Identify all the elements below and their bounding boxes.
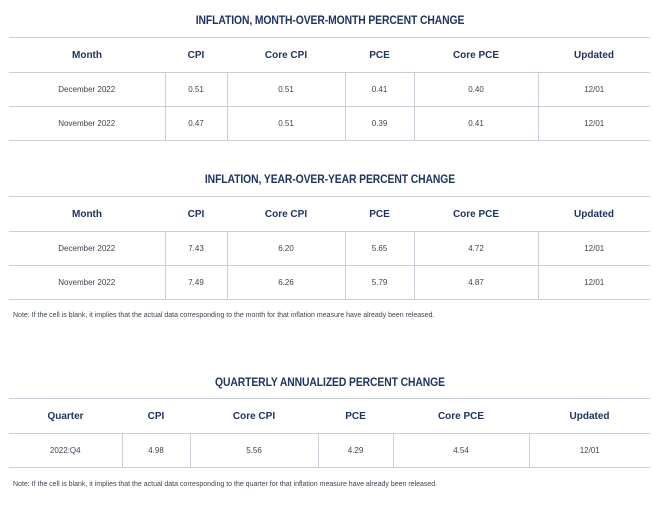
quarterly-header-row xyxy=(9,399,650,434)
cell-month: November 2022 xyxy=(9,266,165,300)
yoy-title: INFLATION, YEAR-OVER-YEAR PERCENT CHANGE xyxy=(204,174,456,186)
cell-updated: 12/01 xyxy=(538,107,650,141)
col-header-core-pce: Core PCE xyxy=(414,197,538,232)
yoy-note: Note: If the cell is blank, it implies that the actual data corresponding to the month for that inflation measure have already been released. xyxy=(13,312,435,319)
col-header-core-pce: Core PCE xyxy=(414,38,538,73)
quarterly-table xyxy=(9,398,650,468)
yoy-header-row xyxy=(9,197,650,232)
mom-table xyxy=(9,37,650,141)
cell-pce: 5.65 xyxy=(345,232,414,266)
cell-core-pce: 4.54 xyxy=(393,434,529,468)
yoy-table xyxy=(9,196,650,300)
col-header-core-pce: Core PCE xyxy=(393,399,529,434)
cell-core-cpi: 0.51 xyxy=(227,107,345,141)
table-row xyxy=(9,266,650,300)
cell-core-cpi: 0.51 xyxy=(227,73,345,107)
cell-pce: 0.41 xyxy=(345,73,414,107)
cell-core-cpi: 6.20 xyxy=(227,232,345,266)
cell-month: December 2022 xyxy=(9,73,165,107)
cell-cpi: 7.49 xyxy=(165,266,227,300)
cell-core-pce: 4.87 xyxy=(414,266,538,300)
cell-updated: 12/01 xyxy=(529,434,650,468)
quarterly-title: QUARTERLY ANNUALIZED PERCENT CHANGE xyxy=(215,377,445,389)
cell-cpi: 4.98 xyxy=(122,434,190,468)
col-header-core-cpi: Core CPI xyxy=(190,399,318,434)
cell-cpi: 0.51 xyxy=(165,73,227,107)
cell-updated: 12/01 xyxy=(538,73,650,107)
cell-updated: 12/01 xyxy=(538,266,650,300)
cell-quarter: 2022:Q4 xyxy=(9,434,122,468)
col-header-cpi: CPI xyxy=(165,197,227,232)
cell-core-pce: 4.72 xyxy=(414,232,538,266)
cell-core-pce: 0.40 xyxy=(414,73,538,107)
table-row xyxy=(9,434,650,468)
cell-updated: 12/01 xyxy=(538,232,650,266)
mom-header-row xyxy=(9,38,650,73)
col-header-month: Month xyxy=(9,38,165,73)
col-header-updated: Updated xyxy=(529,399,650,434)
col-header-pce: PCE xyxy=(345,197,414,232)
col-header-core-cpi: Core CPI xyxy=(227,38,345,73)
table-row xyxy=(9,232,650,266)
col-header-cpi: CPI xyxy=(165,38,227,73)
cell-pce: 4.29 xyxy=(318,434,393,468)
cell-core-cpi: 6.26 xyxy=(227,266,345,300)
cell-cpi: 0.47 xyxy=(165,107,227,141)
cell-month: December 2022 xyxy=(9,232,165,266)
cell-pce: 0.39 xyxy=(345,107,414,141)
col-header-pce: PCE xyxy=(345,38,414,73)
cell-month: November 2022 xyxy=(9,107,165,141)
col-header-updated: Updated xyxy=(538,38,650,73)
table-row xyxy=(9,107,650,141)
cell-core-pce: 0.41 xyxy=(414,107,538,141)
col-header-pce: PCE xyxy=(318,399,393,434)
col-header-quarter: Quarter xyxy=(9,399,122,434)
quarterly-note: Note: If the cell is blank, it implies that the actual data corresponding to the quarter for that inflation measure have already been released. xyxy=(13,481,438,488)
table-row xyxy=(9,73,650,107)
col-header-core-cpi: Core CPI xyxy=(227,197,345,232)
cell-core-cpi: 5.56 xyxy=(190,434,318,468)
cell-pce: 5.79 xyxy=(345,266,414,300)
mom-title: INFLATION, MONTH-OVER-MONTH PERCENT CHANGE xyxy=(195,15,465,27)
cell-cpi: 7.43 xyxy=(165,232,227,266)
col-header-updated: Updated xyxy=(538,197,650,232)
col-header-month: Month xyxy=(9,197,165,232)
col-header-cpi: CPI xyxy=(122,399,190,434)
